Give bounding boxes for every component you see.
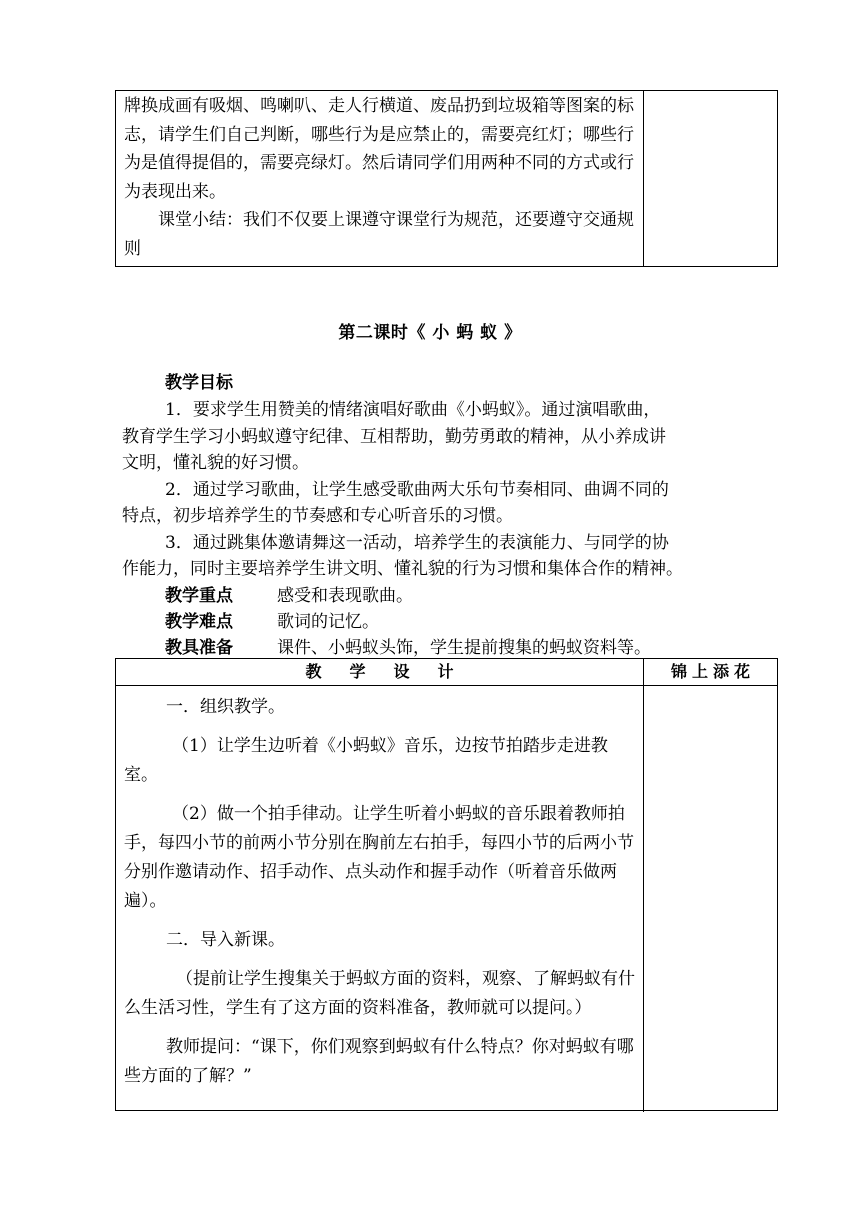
design-content-cell: [116, 686, 644, 1112]
design-table-body: [116, 686, 777, 1112]
design-paragraph: 二．导入新课。: [166, 930, 285, 950]
notes-content-cell: [644, 686, 777, 1112]
goal-line: 1．要求学生用赞美的情绪演唱好歌曲《小蚂蚁》。通过演唱歌曲，: [165, 400, 661, 420]
goal-line: 作能力，同时主要培养学生讲文明、懂礼貌的行为习惯和集体合作的精神。: [122, 559, 683, 579]
key-point-label: 教学重点: [165, 585, 233, 606]
teaching-design-table: [115, 658, 778, 1111]
key-point-row: [122, 583, 782, 609]
design-paragraph: （2）做一个拍手律动。让学生听着小蚂蚁的音乐跟着教师拍手，每四小节的前两小节分别在胸前左右拍手，每四小节的后两小节分别作邀请动作、招手动作、点头动作和握手动作（听着音乐做两遍）。: [124, 804, 634, 911]
design-paragraph: 一．组织教学。: [166, 697, 285, 717]
difficulty-row: [122, 609, 782, 635]
goal-line: 2．通过学习歌曲，让学生感受歌曲两大乐句节奏相同、曲调不同的: [165, 479, 669, 500]
key-point-value: 感受和表现歌曲。: [277, 585, 413, 606]
goal-line: 文明，懂礼貌的好习惯。: [122, 453, 309, 473]
continuation-table: [115, 90, 778, 267]
design-paragraph: （1）让学生边听着《小蚂蚁》音乐，边按节拍踏步走进教室。: [124, 736, 608, 785]
continuation-content-cell: [116, 91, 644, 266]
summary-paragraph: [124, 206, 635, 263]
prep-label: 教具准备: [165, 637, 233, 658]
design-paragraph: 教师提问：“课下，你们观察到蚂蚁有什么特点？你对蚂蚁有哪些方面的了解？”: [124, 1037, 634, 1086]
goal-line: 教育学生学习小蚂蚁遵守纪律、互相帮助，勤劳勇敢的精神，从小养成讲: [122, 426, 666, 447]
lesson-title: 第二课时《 小 蚂 蚁 》: [338, 323, 522, 343]
prep-value: 课件、小蚂蚁头饰，学生提前搜集的蚂蚁资料等。: [277, 637, 651, 658]
design-table-header: [116, 659, 777, 686]
difficulty-label: 教学难点: [165, 611, 233, 632]
goal-line: 3．通过跳集体邀请舞这一活动，培养学生的表演能力、与同学的协: [165, 532, 669, 553]
prep-row: [122, 635, 782, 661]
continuation-paragraph: 牌换成画有吸烟、鸣喇叭、走人行横道、废品扔到垃圾箱等图案的标志，请学生们自己判断，哪些行为是应禁止的，需要亮红灯；哪些行为是值得提倡的，需要亮绿灯。然后请同学们用两种不同的方式或行为表现出来。: [124, 96, 634, 202]
notes-column-header: 锦上添花: [670, 662, 755, 681]
teaching-goals: [122, 370, 782, 661]
goals-heading: 教学目标: [165, 373, 233, 393]
goal-line: 特点，初步培养学生的节奏感和专心听音乐的习惯。: [122, 506, 513, 526]
difficulty-value: 歌词的记忆。: [277, 611, 379, 632]
design-paragraph: （提前让学生搜集关于蚂蚁方面的资料，观察、了解蚂蚁有什么生活习性，学生有了这方面的资料准备，教师就可以提问。）: [124, 969, 635, 1018]
summary-text: 课堂小结：我们不仅要上课遵守课堂行为规范，还要遵守交通规则: [124, 210, 634, 259]
continuation-notes-cell: [644, 91, 777, 266]
design-column-header: 教学设计: [116, 659, 644, 685]
